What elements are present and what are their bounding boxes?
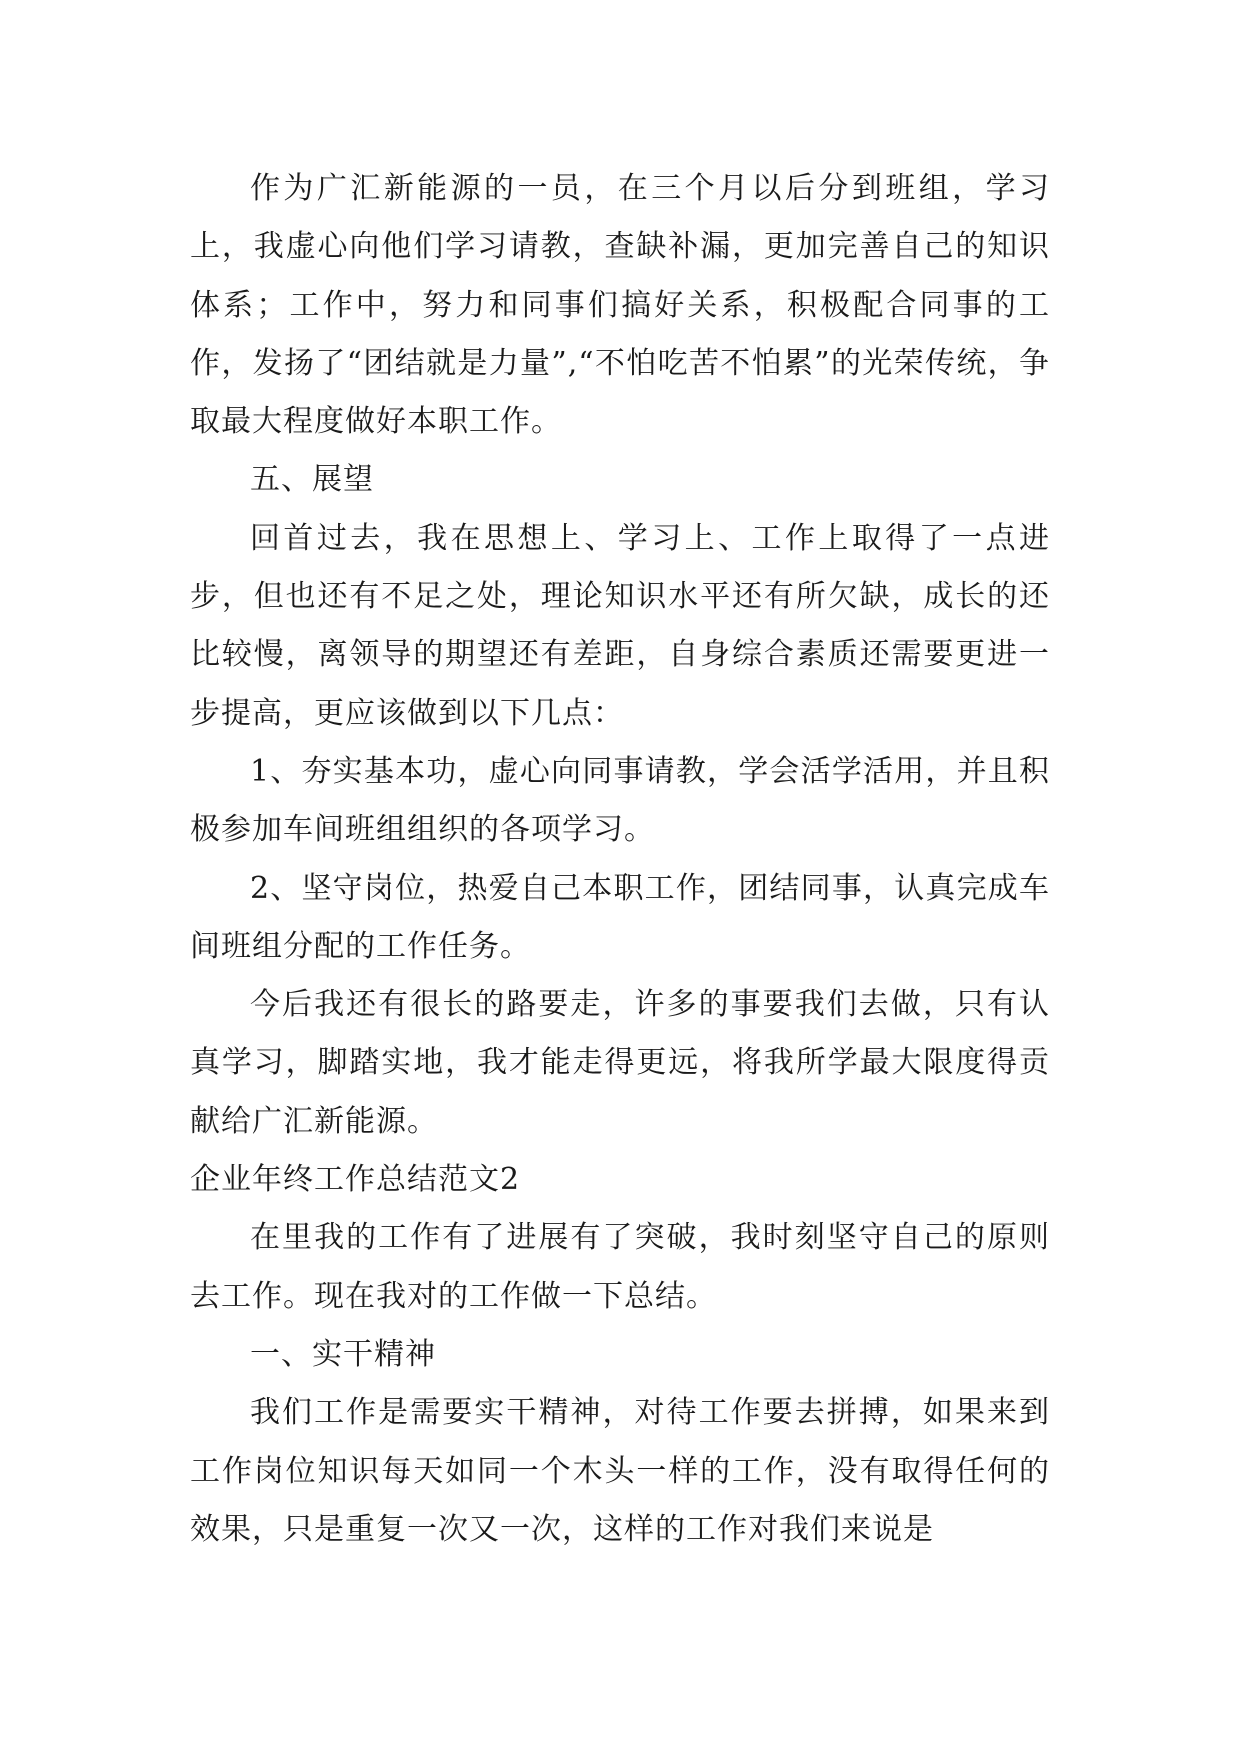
document-body bbox=[190, 160, 1050, 1559]
paragraph-practical-spirit: 我们工作是需要实干精神，对待工作要去拼搏，如果来到工作岗位知识每天如同一个木头一样的工作，没有取得任何的效果，只是重复一次又一次，这样的工作对我们来说是 bbox=[190, 1395, 1050, 1547]
heading-practical-spirit: 一、实干精神 bbox=[250, 1336, 436, 1372]
section-title: 企业年终工作总结范文2 bbox=[190, 1162, 521, 1198]
list-item-2: 2、坚守岗位，热爱自己本职工作，团结同事，认真完成车间班组分配的工作任务。 bbox=[190, 870, 1050, 964]
paragraph-teamwork: 作为广汇新能源的一员，在三个月以后分到班组，学习上，我虚心向他们学习请教，查缺补漏，更加完善自己的知识体系；工作中，努力和同事们搞好关系，积极配合同事的工作，发扬了“团结就是力量”,“不怕吃苦不怕累”的光荣传统，争取最大程度做好本职工作。 bbox=[190, 171, 1050, 440]
heading-outlook: 五、展望 bbox=[250, 462, 374, 498]
paragraph-review: 回首过去，我在思想上、学习上、工作上取得了一点进步，但也还有不足之处，理论知识水平还有所欠缺，成长的还比较慢，离领导的期望还有差距，自身综合素质还需要更进一步提高，更应该做到以下几点： bbox=[190, 520, 1050, 731]
list-item-1: 1、夯实基本功，虚心向同事请教，学会活学活用，并且积极参加车间班组组织的各项学习。 bbox=[190, 753, 1050, 848]
paragraph-future: 今后我还有很长的路要走，许多的事要我们去做，只有认真学习，脚踏实地，我才能走得更远，将我所学最大限度得贡献给广汇新能源。 bbox=[190, 987, 1050, 1139]
paragraph-intro: 在里我的工作有了进展有了突破，我时刻坚守自己的原则去工作。现在我对的工作做一下总结。 bbox=[190, 1220, 1050, 1314]
